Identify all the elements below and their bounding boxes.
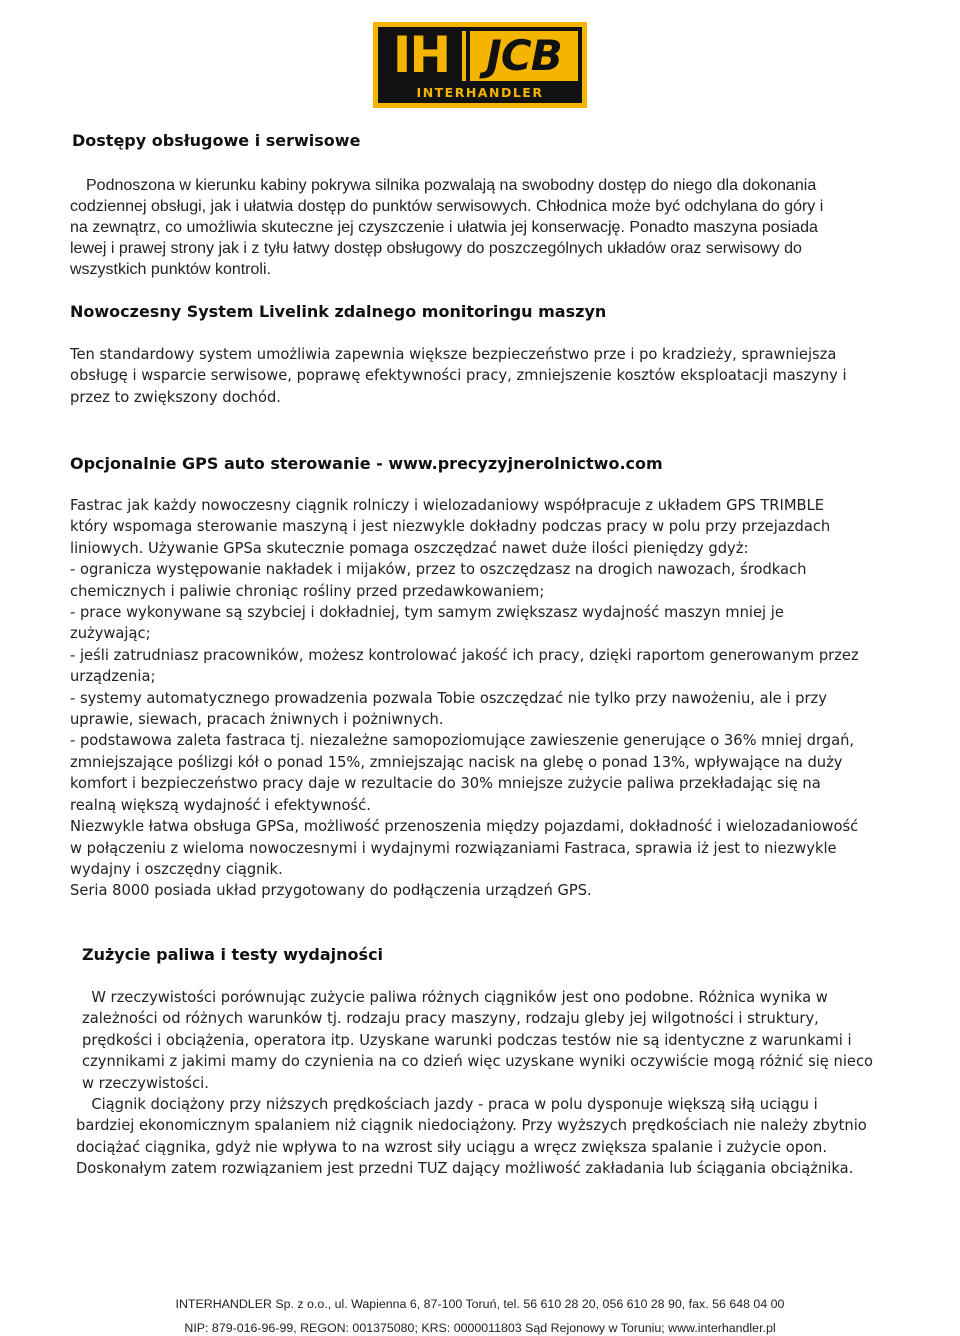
logo-ih-text: IH — [392, 26, 450, 84]
section-livelink-heading: Nowoczesny System Livelink zdalnego monitoringu maszyn — [70, 302, 607, 321]
text-line: uprawie, siewach, pracach żniwnych i pożniwnych. — [70, 711, 444, 729]
text-line: zużywając; — [70, 625, 151, 643]
text-line: dociążać ciągnika, gdyż nie wpływa to na wzrost siły uciągu a wręcz zwiększa spalanie i zużycie opon. — [76, 1138, 828, 1156]
footer-registration: NIP: 879-016-96-99, REGON: 001375080; KRS: 0000011803 Sąd Rejonowy w Toruniu; www.interhandler.pl — [184, 1321, 776, 1335]
text-line: Doskonałym zatem rozwiązaniem jest przedni TUZ dający możliwość zakładania lub ściągania obciążnika. — [76, 1160, 854, 1178]
text-line: który wspomaga sterowanie maszyną i jest niezwykle dokładny podczas pracy w polu przy przejazdach — [70, 518, 831, 536]
text-line: - jeśli zatrudniasz pracowników, możesz kontrolować jakość ich pracy, dzięki raportom generowanym przez — [70, 646, 859, 664]
text-line: Seria 8000 posiada układ przygotowany do podłączenia urządzeń GPS. — [70, 882, 592, 900]
logo-background — [378, 27, 582, 103]
section-gps-paragraph — [70, 495, 912, 902]
text-line: Ten standardowy system umożliwia zapewnia większe bezpieczeństwo prze i po kradzieży, sprawniejsza — [70, 346, 837, 363]
text-line: w połączeniu z wieloma nowoczesnymi i wydajnymi rozwiązaniami Fastraca, sprawia iż jest to niezwykle — [70, 839, 837, 857]
section-gps-body — [70, 495, 912, 902]
text-line: W rzeczywistości porównując zużycie paliwa różnych ciągników jest ono podobne. Różnica wynika w — [82, 989, 828, 1006]
text-line: bardziej ekonomicznym spalaniem niż ciągnik niedociążony. Przy wyższych prędkościach nie należy zbytnio — [76, 1117, 867, 1135]
text-line: wydajny i oszczędny ciągnik. — [70, 860, 283, 878]
text-line: lewej i prawej strony jak i z tyłu łatwy dostęp obsługowy do poszczególnych układów oraz serwisowy do — [70, 240, 802, 257]
section-fuel — [82, 945, 902, 965]
logo-jcb-text: JCB — [470, 31, 578, 81]
text-line: liniowych. Używanie GPSa skutecznie pomaga oszczędzać nawet duże ilości pieniędzy gdyż: — [70, 539, 749, 557]
section-livelink-body — [70, 344, 896, 408]
footer-address: INTERHANDLER Sp. z o.o., ul. Wapienna 6, 87-100 Toruń, tel. 56 610 28 20, 056 610 28 90, fax. 56 648 04 00 — [175, 1297, 785, 1311]
section-fuel-body — [76, 987, 922, 1180]
text-line: codziennej obsługi, jak i ułatwia dostęp do punktów serwisowych. Chłodnica może być odchylana do góry i — [70, 198, 824, 215]
text-line: przez to zwiększony dochód. — [70, 388, 281, 406]
text-line: Niezwykle łatwa obsługa GPSa, możliwość przenoszenia między pojazdami, dokładność i wielozadaniowość — [70, 818, 859, 836]
text-line: obsługę i wsparcie serwisowe, poprawę efektywności pracy, zmniejszenie kosztów eksploatacji maszyny i — [70, 367, 847, 385]
section-gps — [70, 454, 890, 474]
text-line: Podnoszona w kierunku kabiny pokrywa silnika pozwalają na swobodny dostęp do niego dla dokonania — [86, 177, 817, 194]
section-access-heading: Dostępy obsługowe i serwisowe — [72, 131, 361, 150]
text-line: prędkości i obciążenia, operatora itp. Uzyskane warunki podczas testów nie są identyczne z warunkami i — [82, 1031, 852, 1049]
text-line: urządzenia; — [70, 668, 156, 686]
section-gps-heading: Opcjonalnie GPS auto sterowanie - www.precyzyjnerolnictwo.com — [70, 454, 663, 473]
text-line: zmniejszające poślizgi kół o ponad 15%, zmniejszając nacisk na glebę o ponad 13%, wpływające na duży — [70, 753, 843, 771]
text-line: - prace wykonywane są szybciej i dokładniej, tym samym zwiększasz wydajność maszyn mniej je — [70, 604, 784, 622]
text-line: komfort i bezpieczeństwo pracy daje w rezultacie do 30% mniejsze zużycie paliwa przekładając się na — [70, 775, 821, 793]
text-line: na zewnątrz, co umożliwia skuteczne jej czyszczenie i ułatwia jej konserwację. Ponadto maszyna posiada — [70, 219, 818, 236]
logo-subtitle: INTERHANDLER — [416, 85, 544, 100]
text-line: w rzeczywistości. — [82, 1074, 209, 1092]
section-access-body — [70, 175, 892, 280]
text-line: czynnikami z jakimi mamy do czynienia na co dzień więc uzyskane wyniki oczywiście mogą różnić się nieco — [82, 1053, 874, 1071]
section-fuel-paragraph — [76, 987, 922, 1180]
section-fuel-heading: Zużycie paliwa i testy wydajności — [82, 945, 384, 964]
text-line: wszystkich punktów kontroli. — [70, 261, 271, 278]
text-line: - ogranicza występowanie nakładek i mijaków, przez to oszczędzasz na drogich nawozach, środkach — [70, 561, 807, 579]
text-line: Ciągnik dociążony przy niższych prędkościach jazdy - praca w polu dysponuje większą siłą uciągu i — [82, 1096, 818, 1114]
section-access — [72, 131, 892, 151]
section-livelink-paragraph — [70, 344, 896, 408]
logo-separator — [462, 31, 466, 81]
text-line: - systemy automatycznego prowadzenia pozwala Tobie oszczędzać nie tylko przy nawożeniu, ale i przy — [70, 689, 827, 707]
text-line: Fastrac jak każdy nowoczesny ciągnik rolniczy i wielozadaniowy współpracuje z układem GPS TRIMBLE — [70, 497, 825, 514]
text-line: zależności od różnych warunków tj. rodzaju pracy maszyny, rodzaju gleby jej wilgotności i struktury, — [82, 1010, 819, 1028]
section-livelink — [70, 302, 890, 322]
text-line: chemicznych i paliwie chroniąc rośliny przed przedawkowaniem; — [70, 582, 545, 600]
text-line: - podstawowa zaleta fastraca tj. niezależne samopoziomujące zawieszenie generujące o 36% mniej drgań, — [70, 732, 855, 750]
section-access-paragraph — [70, 175, 892, 280]
interhandler-jcb-logo — [373, 22, 587, 108]
text-line: realną większą wydajność i efektywność. — [70, 796, 371, 814]
